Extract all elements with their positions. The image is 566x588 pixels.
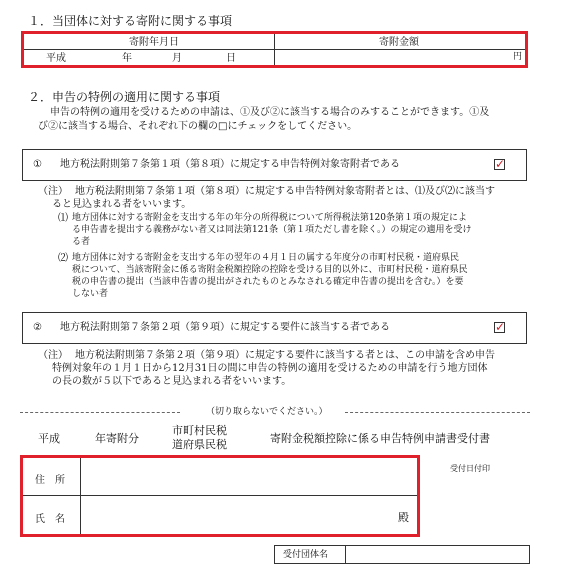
item1-number: ① bbox=[33, 159, 42, 170]
receipt-tax-line1: 市町村民税 bbox=[172, 424, 227, 437]
note1-label: （注） bbox=[38, 186, 68, 197]
receipt-era: 平成 bbox=[38, 432, 60, 445]
org-box bbox=[274, 545, 530, 564]
item1-box bbox=[22, 149, 527, 181]
receipt-title: 寄附金税額控除に係る申告特例申請書受付書 bbox=[270, 432, 490, 445]
sub1-line1: 地方団体に対する寄附金を支出する年の年分の所得税について所得税法第120条第１項の規定によ bbox=[72, 213, 468, 223]
receipt-tax-line2: 道府県民税 bbox=[172, 438, 227, 451]
section2-heading: ２．申告の特例の適用に関する事項 bbox=[28, 90, 221, 104]
sub2-number: ⑵ bbox=[58, 253, 68, 264]
note2-label: （注） bbox=[38, 350, 68, 361]
month-label: 月 bbox=[172, 53, 182, 64]
item2-number: ② bbox=[33, 322, 42, 333]
col-donation-date: 寄附年月日 bbox=[129, 37, 179, 48]
note2-line2: 特例対象年の１月１日から12月31日の間に申告の特例の適用を受けるための申請を行う地方団体 bbox=[52, 363, 488, 374]
note2-line1: 地方税法附則第７条第２項（第９項）に規定する要件に該当する者とは、この申請を含め申告 bbox=[75, 350, 495, 361]
item2-box bbox=[22, 312, 527, 344]
sub2-line3: 税の申告書の提出（当該申告書の提出がされたものとみなされる確定申告書の提出を含む。）を要 bbox=[72, 277, 464, 287]
day-label: 日 bbox=[226, 53, 236, 64]
name-suffix: 殿 bbox=[398, 511, 409, 524]
note1-line2: ると見込まれる者をいいます。 bbox=[52, 199, 192, 210]
cut-note: （切り取らないでください。） bbox=[206, 407, 328, 417]
sub2-line1: 地方団体に対する寄附金を支出する年の翌年の４月１日の属する年度分の市町村民税・道府県民 bbox=[72, 253, 460, 263]
org-label: 受付団体名 bbox=[283, 550, 329, 560]
note1-line1: 地方税法附則第７条第１項（第８項）に規定する申告特例対象寄附者とは、⑴及び⑵に該当す bbox=[75, 186, 495, 197]
era-label: 平成 bbox=[46, 53, 66, 64]
intro-line2: び②に該当する場合、それぞれ下の欄の□にチェックをしてください。 bbox=[38, 121, 358, 132]
sub1-line3: る者 bbox=[72, 237, 91, 247]
note2-line3: の長の数が５以下であると見込まれる者をいいます。 bbox=[52, 376, 292, 387]
yen-label: 円 bbox=[513, 52, 523, 62]
col-donation-amount: 寄附金額 bbox=[379, 37, 419, 48]
applicant-box bbox=[20, 455, 420, 537]
cut-line-right bbox=[345, 412, 530, 413]
sub2-line2: 税について、当該寄附金に係る寄附金税額控除の控除を受ける目的以外に、市町村民税・道府県民 bbox=[72, 265, 468, 275]
intro-line1: 申告の特例の適用を受けるための申請は、①及び②に該当する場合のみすることができます。①及 bbox=[50, 107, 490, 118]
item2-text: 地方税法附則第７条第２項（第９項）に規定する要件に該当する者である bbox=[60, 322, 390, 333]
item1-text: 地方税法附則第７条第１項（第８項）に規定する申告特例対象寄附者である bbox=[60, 159, 400, 170]
name-label: 氏 名 bbox=[35, 514, 65, 525]
address-label: 住 所 bbox=[35, 475, 65, 486]
sub2-line4: しない者 bbox=[72, 289, 109, 299]
donation-table bbox=[21, 31, 528, 68]
item2-checkbox[interactable]: ✓ bbox=[495, 320, 506, 334]
year-label: 年 bbox=[122, 53, 132, 64]
section1-heading: １．当団体に対する寄附に関する事項 bbox=[28, 14, 233, 28]
stamp-label: 受付日付印 bbox=[450, 464, 490, 473]
receipt-year-part: 年寄附分 bbox=[95, 432, 139, 445]
cut-line-left bbox=[20, 412, 180, 413]
sub1-number: ⑴ bbox=[58, 213, 68, 224]
sub1-line2: る申告書を提出する義務がない者又は同法第121条（第１項ただし書を除く。）の規定の適用を受け bbox=[72, 225, 472, 235]
item1-checkbox[interactable]: ✓ bbox=[495, 157, 506, 171]
